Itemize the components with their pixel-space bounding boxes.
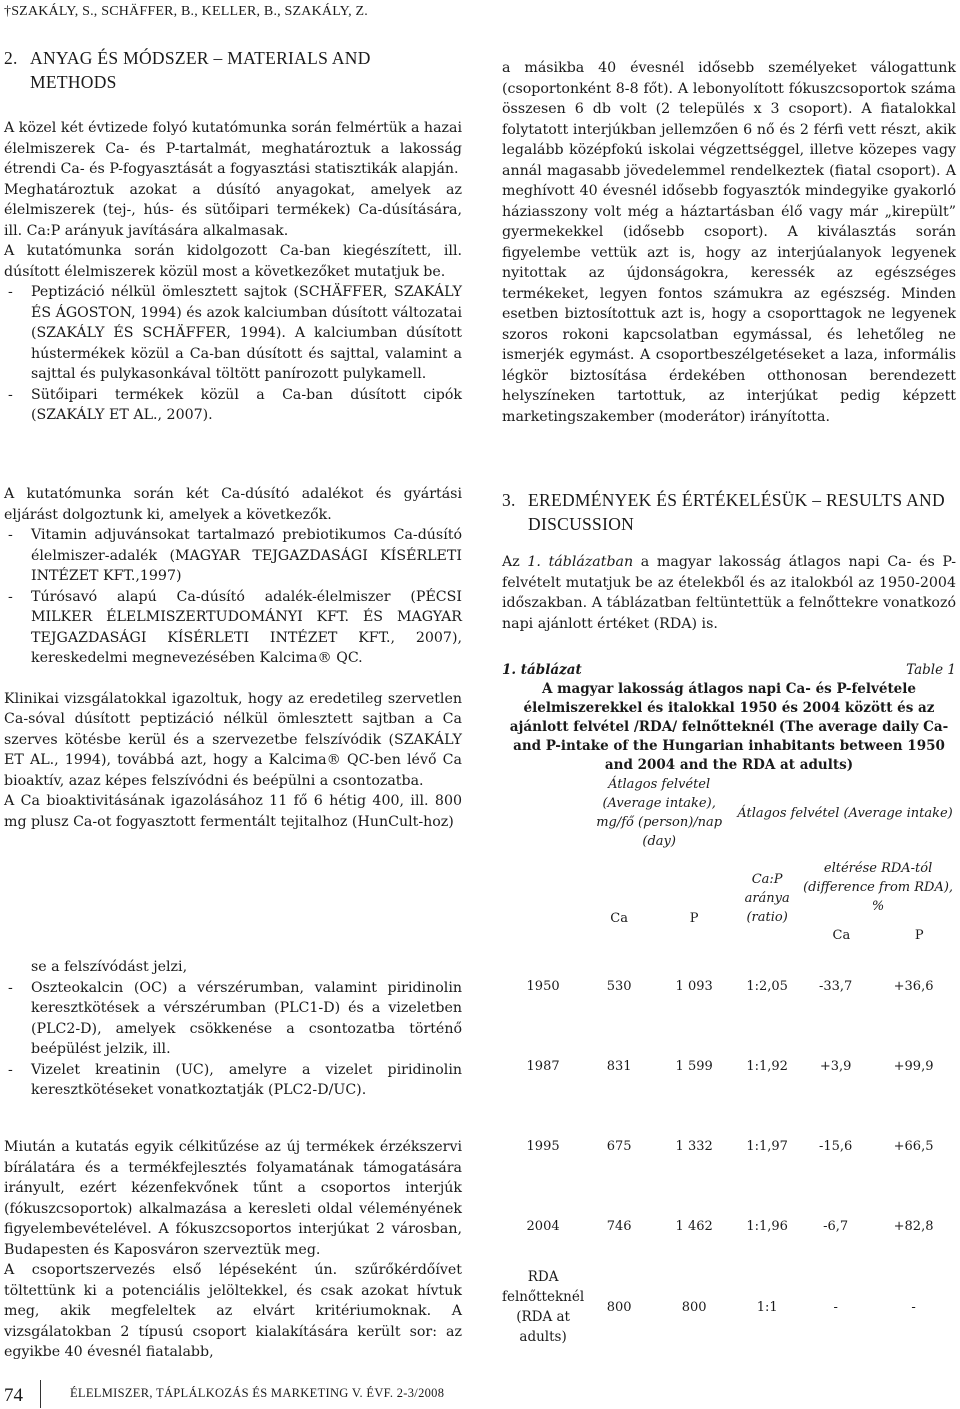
cell-dev-ca: -6,7 [823, 1218, 849, 1234]
section-2-number: 2. [4, 48, 18, 68]
cell-dev-p: +66,5 [893, 1138, 934, 1154]
cell-ca: 675 [606, 1138, 632, 1154]
list-item: - Vitamin adjuvánsokat tartalmazó prebiotikumos Ca-dúsító élelmiszer-adalék (MAGYAR TEJGAZDASÁGI KÍSÉRLETI INTÉZET KFT.,1997) [4, 525, 462, 587]
additive-list [4, 525, 462, 669]
intake-table [502, 775, 956, 1348]
right-paragraph-2 [502, 552, 956, 634]
section-3-title-line2: DISCUSSION [528, 514, 635, 534]
left-paragraph-8: Miután a kutatás egyik célkitűzése az új termékek érzékszervi bírálatára és a termékfejlesztés folyamatának támogatására irányult, ezért kézenfekvőnek tűnt a csoportos interjúk (fókuszcsoportok) alkalmazása a keresleti oldal véleményének figyelembevételével. A fókuszcsoportos interjúkat 2 városban, Budapesten és Kaposváron szerveztük meg. [4, 1139, 462, 1258]
left-paragraph-2: Meghatároztuk azokat a dúsító anyagokat, amelyek az élelmiszerek (tej-, hús- és sütőipari termékek) Ca-dúsítására, ill. Ca:P arányuk javítására alkalmasak. [4, 181, 462, 239]
cell-ratio: 1:1,92 [746, 1058, 788, 1074]
right-column-results [502, 488, 956, 634]
cell-ca: 746 [606, 1218, 632, 1234]
table-label-row [502, 661, 956, 680]
table-row [502, 1106, 956, 1186]
table-label-en: Table 1 [906, 662, 956, 678]
col-ratio: Ca:P aránya (ratio) [744, 872, 790, 925]
table-header-row-1 [502, 775, 956, 851]
section-2-title-line2: METHODS [30, 72, 117, 92]
cell-dev-p: +82,8 [893, 1218, 934, 1234]
col-deviation [800, 851, 956, 946]
cell-p: 1 599 [675, 1058, 713, 1074]
cell-p: 1 332 [675, 1138, 713, 1154]
cell-dev-p: +36,6 [893, 978, 934, 994]
right-column-top [502, 58, 956, 427]
header-average: Átlagos felvétel (Average intake) [737, 805, 953, 821]
section-3-number: 3. [502, 490, 516, 510]
cell-ratio: 1:2,05 [746, 978, 788, 994]
table-corner [502, 775, 584, 851]
left-column-lower [4, 957, 462, 1101]
cell-dev-ca: - [833, 1299, 838, 1315]
header-intake: Átlagos felvétel (Average intake), mg/fő (person)/nap (day) [596, 777, 723, 849]
page-number: 74 [4, 1385, 23, 1406]
table-corner [502, 851, 584, 946]
left-paragraph-6: A Ca bioaktivitásának igazolásához 11 fő 6 hétig 400, ill. 800 mg plusz Ca-ot fogyasztott fermentált tejitalhoz (HunCult-hoz) [4, 793, 462, 830]
text-run: Az [502, 554, 528, 570]
text-run: a magyar lakosság átlagos napi Ca- és P-felvételt mutatjuk be az ételekből és az italokból az 1950-2004 időszakban. A táblázatban feltüntettük a felnőttekre vonatkozó napi ajánlott értéket (RDA) is. [502, 554, 956, 632]
cell-ratio: 1:1,97 [746, 1138, 788, 1154]
cell-p: 800 [681, 1299, 707, 1315]
table-reference: 1. táblázatban [527, 554, 634, 570]
marker-list [4, 978, 462, 1101]
cheese-bread-list [4, 282, 462, 426]
section-2-title-line1: ANYAG ÉS MÓDSZER – MATERIALS AND [30, 48, 371, 68]
cell-ca: 530 [606, 978, 632, 994]
cell-ca: 800 [606, 1299, 632, 1315]
cell-dev-p: - [911, 1299, 916, 1315]
table-row [502, 1186, 956, 1266]
list-item: - Vizelet kreatinin (UC), amelyre a vizelet piridinolin keresztkötéseket vonatkoztatják (PLC2-D/UC). [4, 1060, 462, 1101]
table-row [502, 946, 956, 1026]
cell-dev-ca: +3,9 [819, 1058, 852, 1074]
list-item: - Peptizáció nélkül ömlesztett sajtok (SCHÄFFER, SZAKÁLY ÉS ÁGOSTON, 1994) és azok kalciumban dúsított változatai (SZAKÁLY ÉS SCHÄFFER, 1994). A kalciumban dúsított hústermékek közül a Ca-ban dúsított és sajttal, valamint a sajttal és pulykasonkával töltött panírozott pulykamell. [4, 282, 462, 385]
running-header: †SZAKÁLY, S., SCHÄFFER, B., KELLER, B., SZAKÁLY, Z. [4, 4, 368, 19]
list-item: - Oszteokalcin (OC) a vérszérumban, valamint piridinolin keresztkötések a vérszérumban (PLC1-D) és a vizeletben (PLC2-D), amelyek csökkenése a csontozatba történő beépülést jelzik, ill. [4, 978, 462, 1060]
cell-year: 1995 [526, 1138, 560, 1154]
cell-dev-ca: -33,7 [818, 978, 853, 994]
cell-ratio: 1:1,96 [746, 1218, 788, 1234]
table-title: A magyar lakosság átlagos napi Ca- és P-felvétele élelmiszerekkel és italokkal 1950 és 2004 között és az ajánlott felvétel /RDA/ felnőtteknél (The average daily Ca- and P-intake of the Hungarian inhabitants between 1950 and 2004 and the RDA at adults) [509, 681, 949, 773]
cell-ca: 831 [606, 1058, 632, 1074]
deviation-subheaders [800, 928, 956, 943]
table-row [502, 1266, 956, 1348]
cell-year: RDA felnőtteknél (RDA at adults) [502, 1269, 585, 1345]
section-3-title-line1: EREDMÉNYEK ÉS ÉRTÉKELÉSÜK – RESULTS AND [528, 490, 945, 510]
col-ca: Ca [610, 911, 628, 926]
table-row [502, 1026, 956, 1106]
footer-divider [40, 1380, 41, 1408]
table-label-hu: 1. táblázat [502, 662, 582, 678]
table-caption [502, 661, 956, 775]
cell-ratio: 1:1 [756, 1299, 778, 1315]
left-column-middle [4, 484, 462, 832]
left-paragraph-1: A közel két évtizede folyó kutatómunka során felmértük a hazai élelmiszerek Ca- és P-tartalmát, meghatároztuk a lakosság étrendi Ca- és P-fogyasztását a fogyasztási statisztikák alapján. [4, 120, 462, 177]
left-column-bottom [4, 1137, 462, 1363]
cell-p: 1 462 [675, 1218, 713, 1234]
cell-dev-ca: -15,6 [818, 1138, 853, 1154]
cell-dev-p: +99,9 [893, 1058, 934, 1074]
col-p: P [689, 911, 699, 926]
cell-year: 1987 [526, 1058, 560, 1074]
journal-name: ÉLELMISZER, TÁPLÁLKOZÁS ÉS MARKETING V. ÉVF. 2-3/2008 [70, 1386, 445, 1400]
header-deviation: eltérése RDA-tól (difference from RDA), % [803, 861, 954, 914]
cell-year: 1950 [526, 978, 560, 994]
table-header-row-2 [502, 851, 956, 946]
page-footer [0, 1378, 960, 1408]
list-item: - Túrósavó alapú Ca-dúsító adalék-élelmiszer (PÉCSI MILKER ÉLELMISZERTUDOMÁNYI KFT. ÉS MAGYAR TEJGAZDASÁGI KÍSÉRLETI INTÉZET KFT., 2007), kereskedelmi megnevezésében Kalcima® QC. [4, 587, 462, 669]
left-paragraph-5: Klinikai vizsgálatokkal igazoltuk, hogy az eredetileg szervetlen Ca-sóval dúsított peptizáció nélkül ömlesztett sajtban a Ca szerves kötésbe kerül és a szervezetbe felszívódik (SZAKÁLY ET AL., 1994), továbbá azt, hogy a Kalcima® QC-ben lévő Ca bioaktív, azaz képes felszívódni és beépülni a csontozatba. [4, 690, 462, 789]
cell-year: 2004 [526, 1218, 560, 1234]
left-column-top [4, 46, 462, 426]
left-paragraph-3: A kutatómunka során kidolgozott Ca-ban kiegészített, ill. dúsított élelmiszerek közül most a következőket mutatjuk be. [4, 243, 462, 280]
left-paragraph-9: A csoportszervezés első lépéseként ún. szűrőkérdőívet töltettünk ki a potenciális jelöltekkel, és csak azokat hívtuk meg, akik megfeleltek az elvárt kritériumoknak. A vizsgálatokban 2 típusú csoport kialakítására került sor: az egyikbe 40 évesnél fiatalabb, [4, 1262, 462, 1360]
right-paragraph-1: a másikba 40 évesnél idősebb személyeket válogattunk (csoportonként 8-8 főt). A lebonyolított fókuszcsoportok száma összesen 6 db volt (2 település x 3 csoport). A fiatalokkal folytatott interjúkban jellemzően 6 nő és 2 férfi vett részt, akik legalább középfokú iskolai végzettséggel, illetve közepes vagy annál magasabb jövedelemmel rendelkeztek (fiatal csoport). A meghívott 40 évesnél idősebb fogyasztók mindegyike gyakorló háziasszony volt még a háztartásban élő vagy már „kirepült” gyermekekkel (idősebb csoport). A kiválasztás során figyelembe vettük azt is, hogy az interjúalanyok legyenek nyitottak az újdonságokra, keressék az egészséges termékeket, legyen fontos számukra az egészség. Minden esetben biztosítottuk azt is, hogy a csoporttagok ne legyenek szoros rokoni kapcsolatban egymással, és lehetőleg ne ismerjék egymást. A csoportbeszélgetéseket a laza, informális légkör biztosítása érdekében otthonosan berendezett helyszíneken tartottuk, az interjúkat pedig képzett marketingszakember (moderátor) irányította. [502, 60, 956, 425]
col-dev-ca: Ca [832, 928, 851, 943]
section-2-heading [4, 46, 462, 94]
left-paragraph-4: A kutatómunka során két Ca-dúsító adalékot és gyártási eljárást dolgoztunk ki, amelyek a következők. [4, 486, 462, 523]
section-3-heading [502, 488, 956, 536]
list-item: - Sütőipari termékek közül a Ca-ban dúsított cipók (SZAKÁLY ET AL., 2007). [4, 385, 462, 426]
col-dev-p: P [914, 928, 924, 943]
cell-p: 1 093 [675, 978, 713, 994]
left-paragraph-7: se a felszívódást jelzi, [31, 959, 188, 975]
